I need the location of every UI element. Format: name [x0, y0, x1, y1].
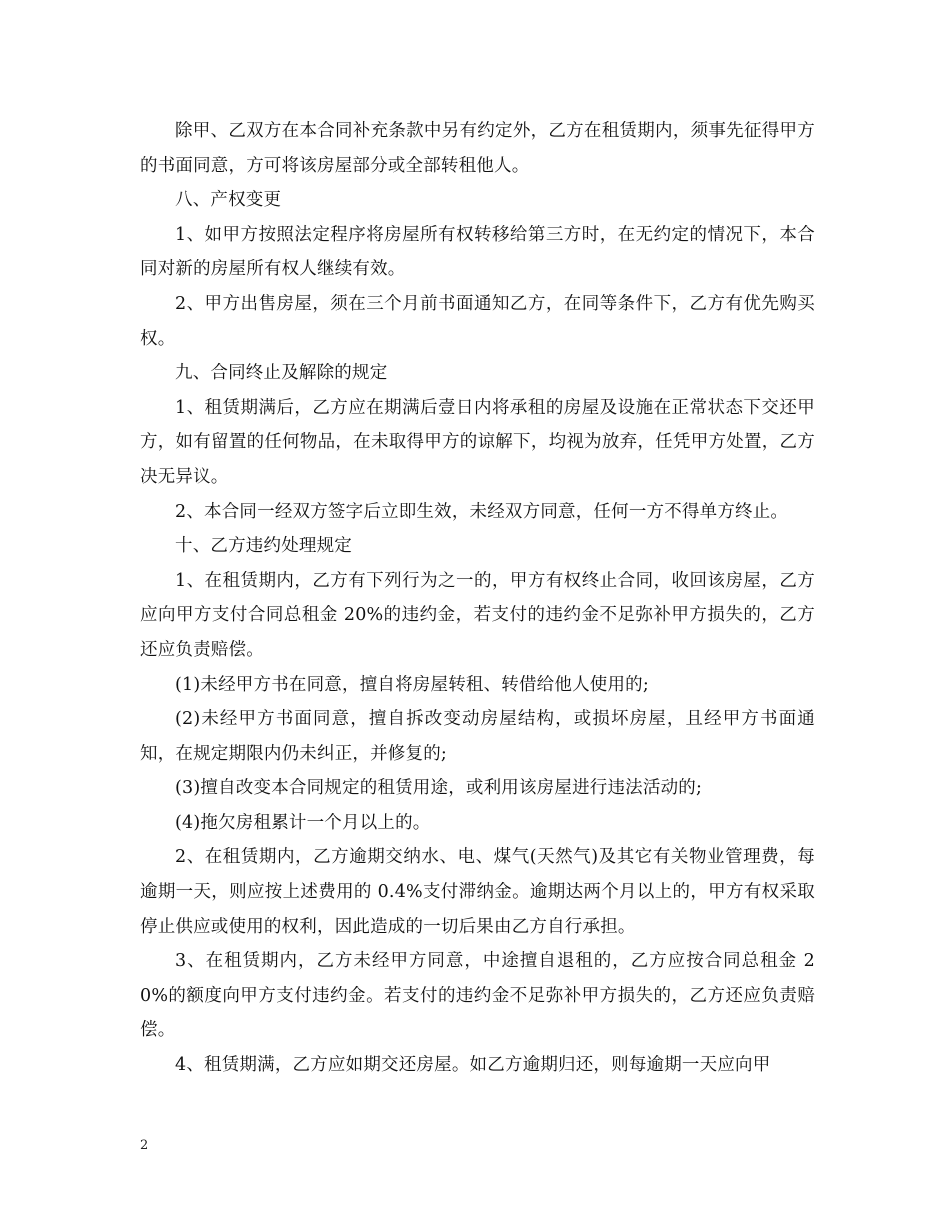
list-item-unauthorized-sublease: (1)未经甲方书在同意，擅自将房屋转租、转借给他人使用的;: [175, 674, 649, 695]
paragraph-sublease-clause: 除甲、乙双方在本合同补充条款中另有约定外，乙方在租赁期内，须事先征得甲方的书面同意，方可将该房屋部分或全部转租他人。: [140, 121, 815, 176]
section-heading-termination: 九、合同终止及解除的规定: [175, 363, 388, 384]
document-body: [140, 114, 815, 1083]
section-heading-property-change: 八、产权变更: [175, 190, 282, 211]
paragraph-breach-termination: 1、在租赁期内，乙方有下列行为之一的，甲方有权终止合同，收回该房屋，乙方应向甲方支付合同总租金 20%的违约金，若支付的违约金不足弥补甲方损失的，乙方还应负责赔偿。: [140, 570, 815, 660]
section-heading-breach-rules: 十、乙方违约处理规定: [175, 536, 352, 557]
paragraph-ownership-transfer: 1、如甲方按照法定程序将房屋所有权转移给第三方时，在无约定的情况下，本合同对新的房屋所有权人继续有效。: [140, 224, 815, 280]
paragraph-effective-upon-signing: 2、本合同一经双方签字后立即生效，未经双方同意，任何一方不得单方终止。: [175, 501, 789, 522]
page-number: 2: [140, 1138, 149, 1153]
paragraph-sale-notice: 2、甲方出售房屋，须在三个月前书面通知乙方，在同等条件下，乙方有优先购买权。: [140, 293, 815, 349]
list-item-rent-arrears: (4)拖欠房租累计一个月以上的。: [175, 812, 431, 833]
paragraph-early-withdrawal: 3、在租赁期内，乙方未经甲方同意，中途擅自退租的，乙方应按合同总租金 20%的额度向甲方支付违约金。若支付的违约金不足弥补甲方损失的，乙方还应负责赔偿。: [140, 951, 815, 1041]
paragraph-return-on-expiry: 1、租赁期满后，乙方应在期满后壹日内将承租的房屋及设施在正常状态下交还甲方，如有留置的任何物品，在未取得甲方的谅解下，均视为放弃，任凭甲方处置，乙方决无异议。: [140, 397, 815, 487]
paragraph-late-return: 4、租赁期满，乙方应如期交还房屋。如乙方逾期归还，则每逾期一天应向甲: [175, 1055, 771, 1076]
list-item-illegal-use: (3)擅自改变本合同规定的租赁用途，或利用该房屋进行违法活动的;: [175, 778, 703, 799]
paragraph-late-utility-fees: 2、在租赁期内，乙方逾期交纳水、电、煤气(天然气)及其它有关物业管理费，每逾期一天，则应按上述费用的 0.4%支付滞纳金。逾期达两个月以上的，甲方有权采取停止供应或使用的权利，因此造成的一切后果由乙方自行承担。: [140, 847, 815, 937]
list-item-structural-alteration: (2)未经甲方书面同意，擅自拆改变动房屋结构，或损坏房屋，且经甲方书面通知，在规定期限内仍未纠正，并修复的;: [140, 709, 815, 764]
